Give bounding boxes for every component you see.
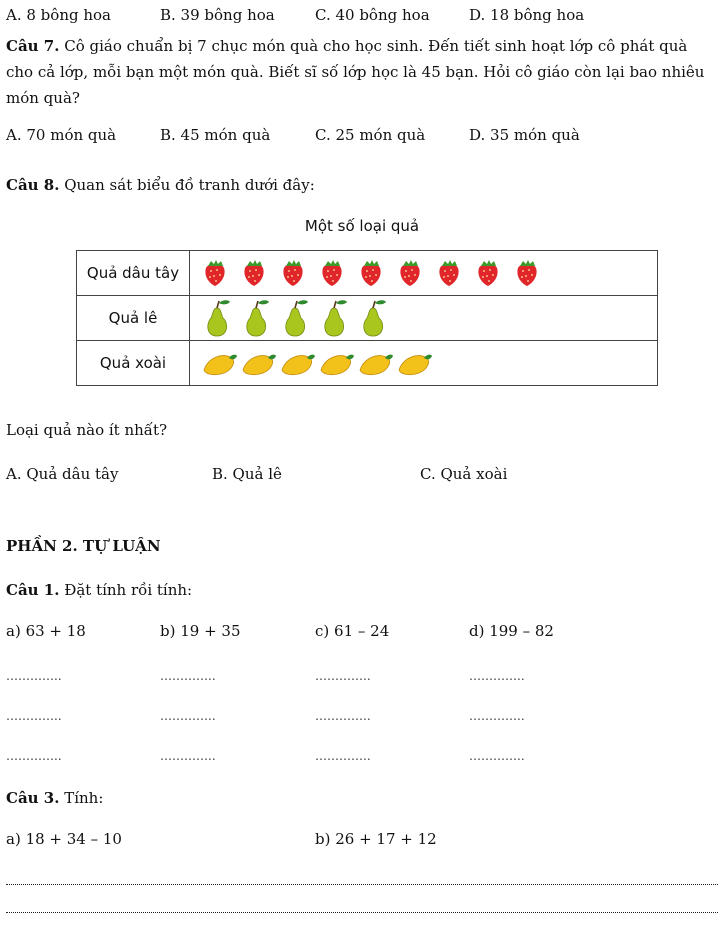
answer-line[interactable] [6,912,718,913]
pear-icon [280,298,310,338]
answer-dots[interactable]: ………….. [6,709,62,723]
q8-prompt [6,176,315,194]
q8-label: Câu 8. [6,176,60,194]
answer-dots[interactable]: ………….. [315,709,371,723]
answer-dots[interactable]: ………….. [469,669,525,683]
strawberry-icon [475,258,501,288]
chart-category-label: Quả lê [77,296,190,341]
q7-text: Cô giáo chuẩn bị 7 chục món quà cho học sinh. Đến tiết sinh hoạt lớp cô phát quà cho cả lớp, mỗi bạn một món quà. Biết sĩ số lớp học là 45 bạn. Hỏi cô giáo còn lại bao nhiêu món quà? [6,37,705,107]
p2-q3-item-a: a) 18 + 34 – 10 [6,830,122,848]
chart-category-label: Quả dâu tây [77,251,190,296]
strawberry-icon [319,258,345,288]
mango-icon [319,350,355,376]
p2-q3-label: Câu 3. [6,789,60,807]
p2-q1-text: Đặt tính rồi tính: [59,581,193,599]
chart-row-strawberry [77,251,658,296]
chart-icons-cell [190,296,658,341]
answer-dots[interactable]: ………….. [160,709,216,723]
q6-option-a: A. 8 bông hoa [6,6,111,24]
answer-dots[interactable]: ………….. [6,749,62,763]
q6-option-b: B. 39 bông hoa [160,6,275,24]
mango-icon [358,350,394,376]
answer-dots[interactable]: ………….. [6,669,62,683]
q6-option-d: D. 18 bông hoa [469,6,585,24]
q7-option-b: B. 45 món quà [160,126,271,144]
q8-option-c: C. Quả xoài [420,465,508,483]
pear-icon [319,298,349,338]
p2-q1-prompt [6,581,192,599]
p2-q3-prompt [6,789,103,807]
q8-option-a: A. Quả dâu tây [6,465,119,483]
answer-dots[interactable]: ………….. [315,669,371,683]
pear-icon [202,298,232,338]
p2-q1-item-a: a) 63 + 18 [6,622,86,640]
q6-option-c: C. 40 bông hoa [315,6,430,24]
strawberry-icon [397,258,423,288]
mango-icon [241,350,277,376]
q8-question: Loại quả nào ít nhất? [6,421,168,439]
p2-q1-item-c: c) 61 – 24 [315,622,390,640]
p2-q3-item-b: b) 26 + 17 + 12 [315,830,437,848]
strawberry-icon [514,258,540,288]
strawberry-icon [241,258,267,288]
part2-heading: PHẦN 2. TỰ LUẬN [6,537,161,555]
strawberry-icon [202,258,228,288]
answer-dots[interactable]: ………….. [160,669,216,683]
q8-text: Quan sát biểu đồ tranh dưới đây: [59,176,315,194]
answer-dots[interactable]: ………….. [469,709,525,723]
strawberry-icon [358,258,384,288]
q7-label: Câu 7. [6,37,60,55]
mango-icon [397,350,433,376]
answer-line[interactable] [6,884,718,885]
p2-q1-label: Câu 1. [6,581,60,599]
chart-title: Một số loại quả [304,217,420,235]
chart-icons-cell [190,341,658,386]
answer-dots[interactable]: ………….. [315,749,371,763]
strawberry-icon [436,258,462,288]
picture-chart [76,250,658,386]
pear-icon [241,298,271,338]
p2-q1-item-d: d) 199 – 82 [469,622,554,640]
q7-option-c: C. 25 món quà [315,126,426,144]
q7-option-a: A. 70 món quà [6,126,117,144]
chart-category-label: Quả xoài [77,341,190,386]
q7-paragraph [6,33,718,111]
answer-dots[interactable]: ………….. [160,749,216,763]
answer-dots[interactable]: ………….. [469,749,525,763]
mango-icon [280,350,316,376]
p2-q1-item-b: b) 19 + 35 [160,622,241,640]
strawberry-icon [280,258,306,288]
q7-option-d: D. 35 món quà [469,126,580,144]
pear-icon [358,298,388,338]
chart-icons-cell [190,251,658,296]
mango-icon [202,350,238,376]
p2-q3-text: Tính: [59,789,104,807]
q8-option-b: B. Quả lê [212,465,282,483]
chart-row-pear [77,296,658,341]
chart-row-mango [77,341,658,386]
